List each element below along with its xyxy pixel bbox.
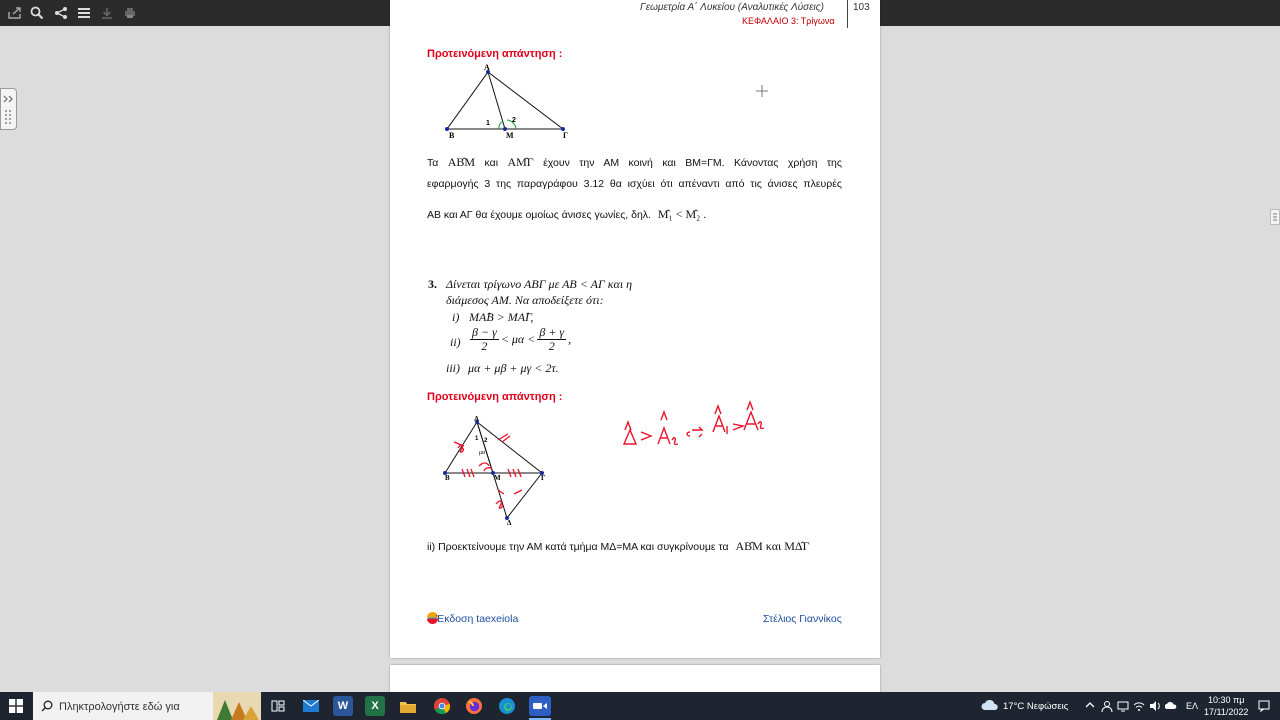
handwritten-annotation-text: Δ̂ > Â₂ <=> Â₁ > Â₂ (616, 454, 625, 455)
item-ii (468, 326, 571, 353)
answer1-line1-word: ΒΜ=ΓΜ. (685, 157, 725, 169)
exercise-statement-1: Δίνεται τρίγωνο ΑΒΓ με ΑΒ < ΑΓ και η (446, 277, 633, 291)
crosshair-cursor-icon (756, 85, 768, 97)
answer1-line3 (427, 203, 842, 226)
figure2-angle-2: 2 (484, 438, 488, 444)
item-ii-fraction-1: $\frac{\beta - \gamma}{2}$ (472, 325, 497, 353)
answer2-text-math: ΑΒ̂Μ και ΜΔ̂Γ (735, 539, 810, 553)
figure2-label-d: Δ (507, 519, 512, 527)
answer1-line1-word: και (484, 157, 499, 169)
figure1-angle-2: 2 (512, 117, 516, 124)
figure2-label-a: Α (474, 415, 480, 423)
item-iii: μα + μβ + μγ < 2τ. (468, 361, 559, 375)
figure1-label-g: Γ (563, 131, 569, 140)
list-icon[interactable] (74, 3, 94, 23)
thumbnail-panel-handle[interactable] (0, 88, 17, 130)
taskbar (0, 692, 1280, 720)
mail-icon[interactable] (301, 696, 321, 716)
share-icon[interactable] (5, 3, 25, 23)
notification-icon[interactable] (1258, 700, 1270, 712)
answer2-text (427, 535, 842, 558)
footer-author: Στέλιος Γιαννίκος (763, 613, 842, 625)
pdf-page (390, 0, 880, 658)
figure2-label-median: μα (479, 450, 486, 456)
figure2-angle-1: 1 (475, 436, 479, 442)
header-title: Γεωμετρία Α΄ Λυκείου (Αναλυτικές Λύσεις) (640, 2, 824, 13)
answer1-line1-word: ΑΜ (603, 157, 620, 169)
answer1-line2: εφαρμογής 3 της παραγράφου 3.12 θα ισχύει ότι απέναντι από τις άνισες πλευρές (427, 178, 842, 190)
figure1-label-m: Μ (506, 131, 514, 140)
answer1-line3-text: ΑΒ και ΑΓ θα έχουμε ομοίως άνισες γωνίες, δηλ. (427, 209, 651, 221)
answer1-line1-word: ΑΜ̂Γ (507, 155, 534, 169)
figure2-label-b: Β (445, 474, 450, 482)
file-explorer-icon[interactable] (398, 696, 418, 716)
triangle-figure-2 (440, 414, 550, 528)
clock-time[interactable]: 10:30 πμ (1208, 695, 1245, 705)
answer1-line1-word: την (579, 157, 595, 169)
language-indicator[interactable]: ΕΛ (1186, 701, 1199, 711)
search-icon (41, 700, 53, 712)
firefox-icon[interactable] (464, 696, 484, 716)
task-view-icon[interactable] (268, 696, 288, 716)
exercise-statement-2: διάμεσος ΑΜ. Να αποδείξετε ότι: (446, 293, 604, 307)
network-icon[interactable] (1117, 700, 1129, 712)
answer1-line1-word: και (662, 157, 676, 169)
item-ii-end: , (568, 332, 572, 346)
chrome-icon[interactable] (432, 696, 452, 716)
figure1-label-b: Β (449, 131, 455, 140)
wifi-icon[interactable] (1133, 700, 1145, 712)
tree-icon[interactable] (51, 3, 71, 23)
people-icon[interactable] (1101, 700, 1113, 712)
answer1-line1 (427, 151, 842, 174)
clock-date[interactable]: 17/11/2022 (1204, 707, 1249, 717)
weather-text[interactable]: 17°C Νεφώσεις (1003, 701, 1069, 712)
exercise-number: 3. (428, 277, 437, 291)
answer1-line1-word: της (826, 157, 842, 169)
onedrive-icon[interactable] (1165, 700, 1177, 710)
answer1-line1-word: έχουν (543, 157, 570, 169)
page-number: 103 (853, 2, 870, 13)
item-i-label: i) (452, 310, 460, 324)
right-panel-handle[interactable] (1270, 209, 1280, 225)
windows-start-icon[interactable] (6, 696, 26, 716)
download-icon[interactable] (97, 3, 117, 23)
taskbar-search[interactable] (33, 692, 261, 720)
search-icon[interactable] (27, 3, 47, 23)
item-iii-label: iii) (446, 361, 460, 375)
answer2-text-main: ii) Προεκτείνουμε την ΑΜ κατά τμήμα ΜΔ=ΜΑ και συγκρίνουμε τα (427, 541, 729, 553)
next-pdf-page (390, 665, 880, 695)
figure2-label-m: Μ (494, 474, 501, 482)
item-i: ΜΑ̂Β > ΜΑ̂Γ, (469, 310, 534, 324)
figure1-angle-1: 1 (486, 120, 490, 127)
suggested-answer-heading-1: Προτεινόμενη απάντηση : (427, 48, 563, 60)
zoom-icon[interactable] (529, 696, 551, 716)
triangle-figure-1 (442, 62, 582, 140)
figure2-label-g: Γ (541, 474, 546, 482)
answer1-line1-word: Τα (427, 157, 439, 169)
handwritten-annotation (616, 400, 786, 456)
word-icon[interactable]: W (333, 696, 353, 716)
search-highlight-image-icon (213, 692, 261, 720)
answer1-line3-math: Μ̂₁ < Μ̂₂ . (657, 207, 707, 221)
footer-publisher: Έκδοση taexeiola (436, 613, 519, 625)
excel-icon[interactable]: X (365, 696, 385, 716)
answer1-line1-word: ΑΒ̂Μ (447, 155, 476, 169)
search-input[interactable] (57, 697, 211, 717)
volume-icon[interactable] (1149, 700, 1161, 712)
header-chapter: ΚΕΦΑΛΑΙΟ 3: Τρίγωνα (742, 16, 835, 26)
answer1-line1-word: κοινή (628, 157, 653, 169)
weather-cloud-icon (981, 699, 999, 711)
answer1-line1-word: χρήση (787, 157, 818, 169)
chevron-up-icon[interactable] (1085, 701, 1095, 709)
item-ii-fraction-2: $\frac{\beta + \gamma}{2}$ (539, 325, 565, 353)
item-ii-label: ii) (450, 335, 461, 349)
suggested-answer-heading-2: Προτεινόμενη απάντηση : (427, 391, 563, 403)
edge-icon[interactable] (497, 696, 517, 716)
print-icon[interactable] (120, 3, 140, 23)
item-ii-middle: < μα < (500, 332, 536, 346)
answer1-line1-word: Κάνοντας (734, 157, 779, 169)
header-divider (847, 0, 848, 28)
figure1-label-a: Α (484, 63, 490, 72)
